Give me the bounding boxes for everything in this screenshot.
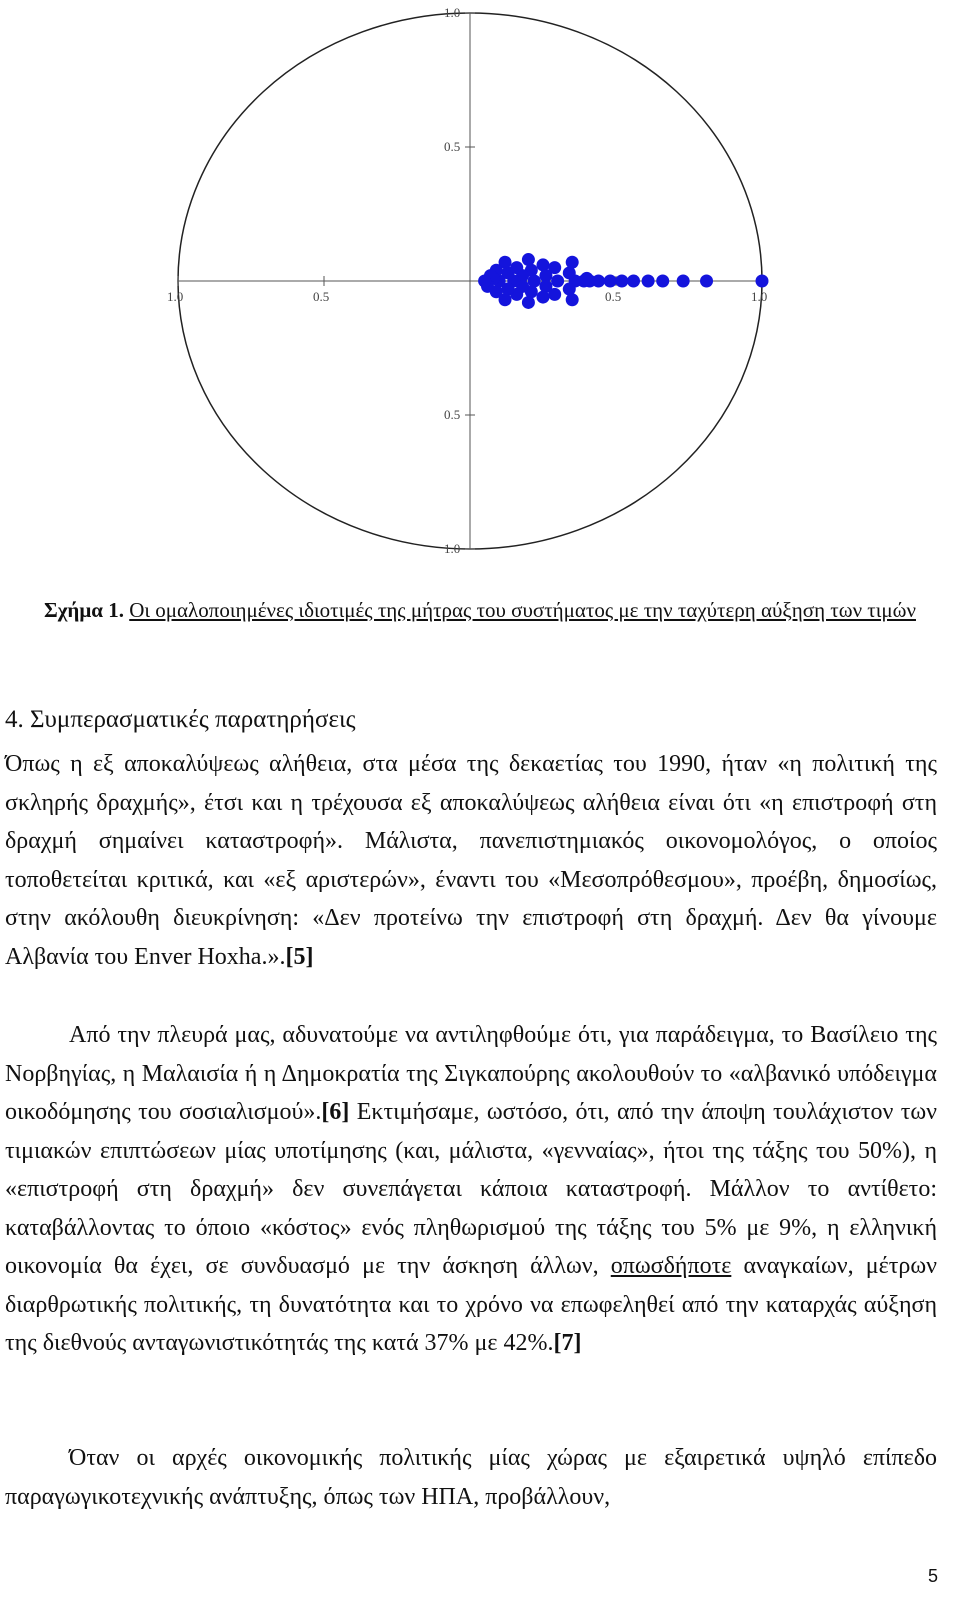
figure-caption (0, 594, 960, 626)
caption-label: Σχήμα 1. (44, 598, 124, 622)
eigenvalue-point (627, 275, 640, 288)
eigenvalue-scatter-chart (0, 0, 960, 580)
eigenvalue-point (537, 258, 550, 271)
eigenvalue-point (537, 291, 550, 304)
page-number: 5 (927, 1566, 938, 1586)
x-tick-label: 0.5 (605, 289, 622, 304)
paragraph-1 (5, 745, 937, 976)
eigenvalue-point (566, 256, 579, 269)
eigenvalue-point (677, 275, 690, 288)
eigenvalue-point (580, 272, 593, 285)
paragraph-3-text: Όταν οι αρχές οικονομικής πολιτικής μίας χώρας με εξαιρετικά υψηλό επίπεδο παραγωγικοτεχνικής ανάπτυξης, όπως των ΗΠΑ, προβάλλουν, (5, 1445, 937, 1510)
x-tick-label: 0.5 (313, 289, 330, 304)
eigenvalue-point (604, 275, 617, 288)
eigenvalue-point (756, 275, 769, 288)
reference-7: [7] (553, 1330, 582, 1356)
eigenvalue-point (656, 275, 669, 288)
eigenvalue-point (522, 296, 535, 309)
y-tick-label: 0.5 (444, 407, 461, 422)
y-tick-label: 1.0 (444, 5, 461, 20)
eigenvalue-point (700, 275, 713, 288)
paragraph-2-text-c: αναγκαίων, μέτρων διαρθρωτικής πολιτικής, τη δυνατότητα και το χρόνο να επωφεληθεί από την καταρχάς αύξηση της διεθνούς ανταγωνιστικότητάς της κατά 37% με 42%. (5, 1253, 937, 1356)
caption-text: Οι ομαλοποιημένες ιδιοτιμές της μήτρας του συστήματος με την ταχύτερη αύξηση των τιμών (129, 598, 916, 622)
y-tick-label: 0.5 (444, 139, 461, 154)
y-tick-label: 1.0 (444, 541, 461, 556)
reference-6: [6] (321, 1099, 350, 1125)
paragraph-2-text-a: Από την πλευρά μας, αδυνατούμε να αντιληφθούμε ότι, για παράδειγμα, το Βασίλειο της Νορβηγίας, η Μαλαισία ή η Δημοκρατία της Σιγκαπούρης ακολουθούν το «αλβανικό υπόδειγμα οικοδόμησης του σοσιαλισμού». (5, 1022, 937, 1125)
eigenvalue-point (566, 293, 579, 306)
paragraph-1-text: Όπως η εξ αποκαλύψεως αλήθεια, στα μέσα της δεκαετίας του 1990, ήταν «η πολιτική της σκληρής δραχμής», έτσι και η τρέχουσα εξ αποκαλύψεως αλήθεια είναι ότι «η επιστροφή στη δραχμή σημαίνει καταστροφή». Μάλιστα, πανεπιστημιακός οικονομολόγος, ο οποίος τοποθετείται κριτικά, και «εξ αριστερών», έναντι του «Μεσοπρόθεσμου», προέβη, δημοσίως, στην ακόλουθη διευκρίνηση: «Δεν προτείνω την επιστροφή στη δραχμή. Δεν θα γίνουμε Αλβανία του Enver Hoxha.». (5, 751, 937, 970)
paragraph-2 (5, 1016, 937, 1363)
section-heading: 4. Συμπερασματικές παρατηρήσεις (5, 706, 356, 733)
eigenvalue-point (642, 275, 655, 288)
underlined-word: οπωσδήποτε (610, 1253, 732, 1279)
x-tick-label: 1.0 (167, 289, 184, 304)
eigenvalue-point (551, 275, 564, 288)
eigenvalue-point (478, 275, 491, 288)
eigenvalue-point (615, 275, 628, 288)
paragraph-3 (5, 1439, 937, 1516)
reference-5: [5] (285, 943, 314, 970)
eigenvalue-point (522, 253, 535, 266)
x-tick-label: 1.0 (751, 289, 768, 304)
paragraph-2-text-b: Εκτιμήσαμε, ωστόσο, ότι, από την άποψη τουλάχιστον των τιμιακών επιπτώσεων μίας υποτίμησης (και, μάλιστα, «γενναίας», ήτοι της τάξης του 50%), η «επιστροφή στη δραχμή» δεν συνεπάγεται κάποια καταστροφή. Μάλλον το αντίθετο: καταβάλλοντας το όποιο «κόστος» ενός πληθωρισμού της τάξης του 5% με 9%, η ελληνική οικονομία θα έχει, σε συνδυασμό με την άσκηση άλλων, (5, 1099, 937, 1279)
